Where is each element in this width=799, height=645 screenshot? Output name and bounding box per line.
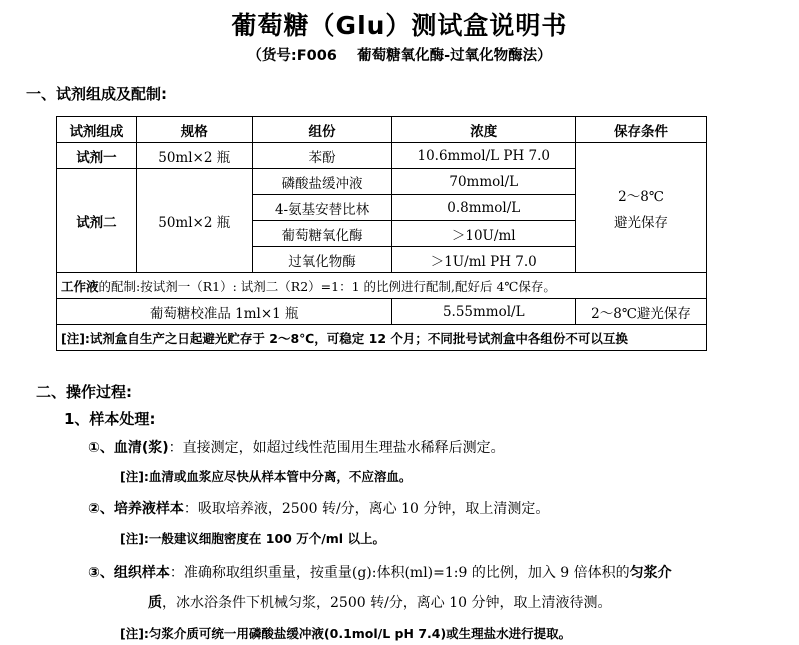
header-storage: 保存条件	[576, 117, 707, 143]
serum-text: ：直接测定，如超过线性范围用生理盐水稀释后测定。	[168, 440, 505, 456]
table-header-row	[57, 117, 707, 143]
serum-note: [注]:血清或血浆应尽快从样本管中分离，不应溶血。	[120, 469, 412, 484]
culture-line	[88, 498, 549, 518]
note-row	[57, 325, 707, 351]
working-solution-text: 的配制:按试剂一（R1）: 试剂二（R2）=1：1 的比例进行配制,配好后 4℃保存。	[98, 278, 556, 294]
culture-note: [注]:一般建议细胞密度在 100 万个/ml 以上。	[120, 531, 385, 546]
reagent2-conc: 0.8mmol/L	[392, 195, 576, 221]
reagent-table	[56, 116, 707, 351]
standard-name: 葡萄糖校准品 1ml×1 瓶	[57, 299, 392, 325]
storage-dark: 避光保存	[614, 214, 669, 231]
tissue-text-2: ，冰水浴条件下机械匀浆，2500 转/分，离心 10 分钟，取上清液待测。	[162, 595, 612, 611]
reagent2-component: 4-氨基安替比林	[252, 195, 392, 221]
reagent2-component: 磷酸盐缓冲液	[252, 169, 392, 195]
standard-row	[57, 299, 707, 325]
culture-text: ：吸取培养液，2500 转/分，离心 10 分钟，取上清测定。	[183, 501, 550, 517]
reagent1-component: 苯酚	[252, 143, 392, 169]
reagent2-component: 过氧化物酶	[252, 247, 392, 273]
section-reagent-composition: 一、试剂组成及配制:	[26, 85, 167, 103]
reagent2-conc: ＞1U/ml PH 7.0	[392, 247, 576, 273]
reagent1-spec: 50ml×2 瓶	[136, 143, 252, 169]
header-spec: 规格	[136, 117, 252, 143]
document-subtitle: （货号:F006 葡萄糖氧化酶-过氧化物酶法）	[247, 48, 552, 64]
working-solution-row	[57, 273, 707, 299]
storage-temp: 2～8℃	[618, 188, 664, 205]
reagent2-spec: 50ml×2 瓶	[136, 169, 252, 273]
section-procedure: 二、操作过程:	[36, 383, 132, 401]
standard-conc: 5.55mmol/L	[392, 299, 576, 325]
document-title: 葡萄糖（Glu）测试盒说明书	[231, 11, 568, 40]
subsection-sample-processing: 1、样本处理:	[64, 410, 156, 428]
serum-label: ①、血清(浆)	[88, 440, 169, 456]
tissue-text: ：准确称取组织重量，按重量(g):体积(ml)=1:9 的比例，加入 9 倍体积的	[169, 565, 630, 581]
storage-cell	[576, 143, 707, 273]
table-row	[57, 143, 707, 169]
working-solution-label: 工作液	[61, 278, 99, 294]
homogenate-medium-part1: 匀浆介	[629, 565, 672, 581]
culture-label: ②、培养液样本	[88, 501, 184, 517]
standard-storage: 2～8℃避光保存	[576, 299, 707, 325]
reagent1-name: 试剂一	[57, 143, 137, 169]
tissue-line-2	[148, 592, 612, 612]
tissue-label: ③、组织样本	[88, 565, 170, 581]
tissue-line	[88, 562, 672, 582]
reagent2-name: 试剂二	[57, 169, 137, 273]
reagent2-conc: ＞10U/ml	[392, 221, 576, 247]
reagent2-component: 葡萄糖氧化酶	[252, 221, 392, 247]
reagent1-conc: 10.6mmol/L PH 7.0	[392, 143, 576, 169]
working-solution-cell	[57, 273, 707, 299]
header-concentration: 浓度	[392, 117, 576, 143]
reagent2-conc: 70mmol/L	[392, 169, 576, 195]
serum-line	[88, 437, 505, 457]
header-component: 组份	[252, 117, 392, 143]
header-reagent: 试剂组成	[57, 117, 137, 143]
tissue-note: [注]:匀浆介质可统一用磷酸盐缓冲液(0.1mol/L pH 7.4)或生理盐水进行提取。	[120, 626, 572, 641]
homogenate-medium-part2: 质	[148, 595, 162, 611]
table-note: [注]:试剂盒自生产之日起避光贮存于 2～8℃，可稳定 12 个月；不同批号试剂盒中各组份不可以互换	[57, 325, 707, 351]
